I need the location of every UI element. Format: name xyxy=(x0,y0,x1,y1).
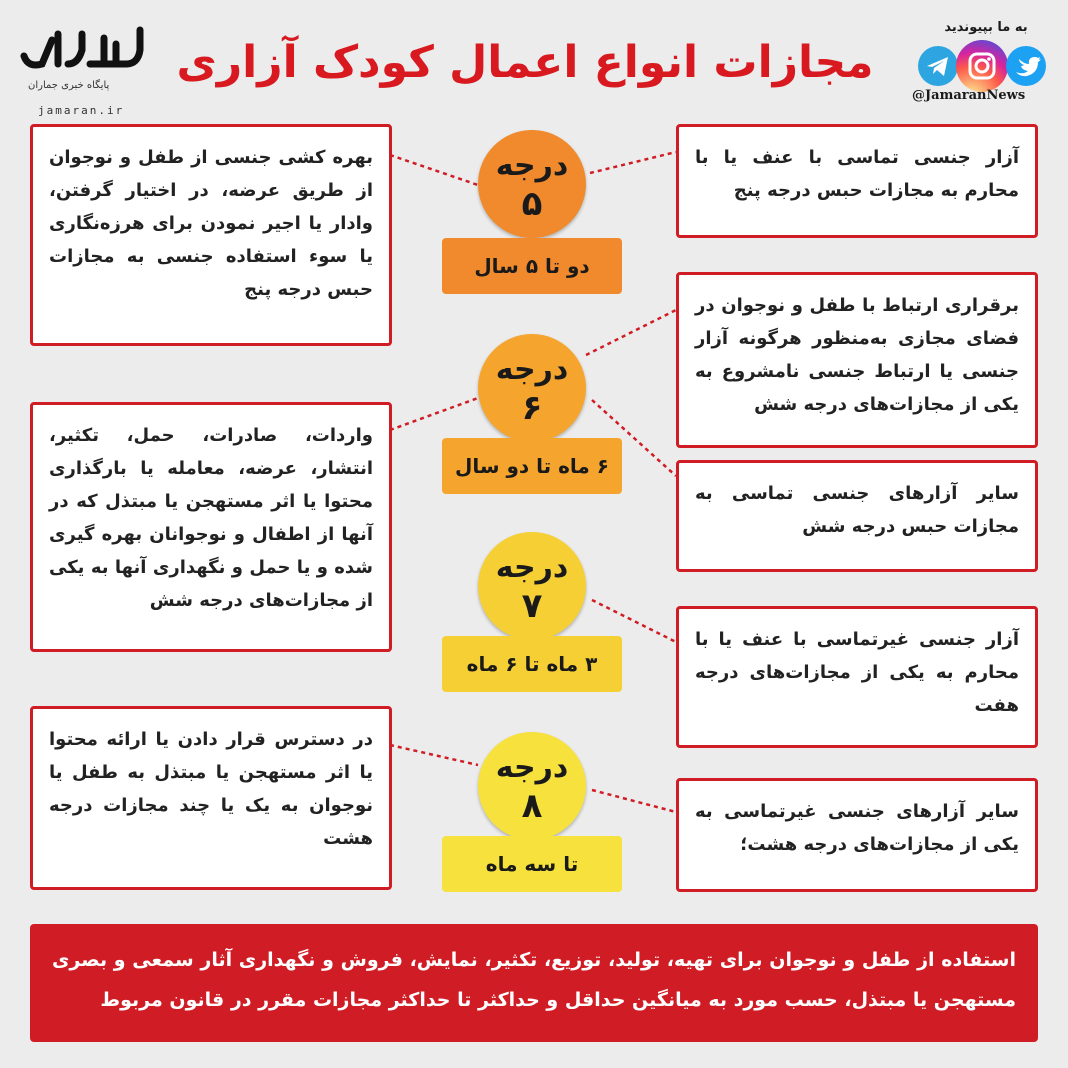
degree-7-number: ۷ xyxy=(521,586,543,626)
degree-8-word: درجه xyxy=(495,750,569,785)
logo-url: jamaran.ir xyxy=(38,104,125,117)
degree-5-number: ۵ xyxy=(521,184,543,224)
degree-6-word: درجه xyxy=(495,352,569,387)
footer-note: استفاده از طفل و نوجوان برای تهیه، تولید، توزیع، تکثیر، نمایش، فروش و نگهداری آثار سمعی و بصری مستهجن یا مبتذل، حسب مورد به میانگین حداقل و حداکثر تا حداکثر مجازات مقرر در قانون مربوط xyxy=(30,924,1038,1042)
degree-6-badge xyxy=(478,334,586,442)
degree-7-duration: ۳ ماه تا ۶ ماه xyxy=(442,636,622,692)
degree-6-number: ۶ xyxy=(521,388,543,428)
connector-8-left xyxy=(390,745,478,765)
degree-7-right-box: آزار جنسی غیرتماسی با عنف یا با محارم به یکی از مجازات‌های درجه هفت xyxy=(676,606,1038,748)
degree-5-right-box: آزار جنسی تماسی با عنف یا با محارم به مجازات حبس درجه پنج xyxy=(676,124,1038,238)
degree-8-duration: تا سه ماه xyxy=(442,836,622,892)
degree-6-duration: ۶ ماه تا دو سال xyxy=(442,438,622,494)
page-title: مجازات انواع اعمال کودک آزاری xyxy=(176,37,874,88)
connector-6-left xyxy=(390,398,478,430)
degree-6-left-box: واردات، صادرات، حمل، تکثیر، انتشار، عرضه، معامله یا بارگذاری محتوا یا اثر مستهجن یا مبتذل که در آنها از اطفال و نوجوانان بهره گیری شده و یا حمل و نگهداری آنها به یکی از مجازات‌های درجه شش xyxy=(30,402,392,652)
degree-5-left-box: بهره کشی جنسی از طفل و نوجوان از طریق عرضه، در اختیار گرفتن، وادار یا اجیر نمودن برای هرزه‌نگاری یا سوء استفاده جنسی به مجازات حبس درجه پنج xyxy=(30,124,392,346)
degree-7-badge xyxy=(478,532,586,640)
social-handle[interactable]: @JamaranNews xyxy=(912,88,1026,103)
degree-6-right-box-1: برقراری ارتباط با طفل و نوجوان در فضای مجازی به‌منظور هرگونه آزار جنسی یا ارتباط جنسی نامشروع به یکی از مجازات‌های درجه شش xyxy=(676,272,1038,448)
connector-8-right xyxy=(592,790,676,812)
logo-subtitle: پایگاه خبری جماران xyxy=(28,80,110,91)
connector-6-right-top xyxy=(586,310,676,355)
degree-5-duration: دو تا ۵ سال xyxy=(442,238,622,294)
connector-5-left xyxy=(390,155,478,185)
degree-5-word: درجه xyxy=(495,148,569,183)
degree-8-left-box: در دسترس قرار دادن یا ارائه محتوا یا اثر مستهجن یا مبتذل به طفل یا نوجوان به یک یا چند مجازات درجه هشت xyxy=(30,706,392,890)
degree-6-right-box-2: سایر آزارهای جنسی تماسی به مجازات حبس درجه شش xyxy=(676,460,1038,572)
degree-8-number: ۸ xyxy=(521,786,543,826)
degree-8-right-box: سایر آزارهای جنسی غیرتماسی به یکی از مجازات‌های درجه هشت؛ xyxy=(676,778,1038,892)
degree-7-word: درجه xyxy=(495,550,569,585)
connector-5-right xyxy=(590,152,676,173)
degree-8-badge xyxy=(478,732,586,840)
degree-5-badge xyxy=(478,130,586,238)
follow-us-text: به ما بپیوندید xyxy=(944,20,1028,35)
